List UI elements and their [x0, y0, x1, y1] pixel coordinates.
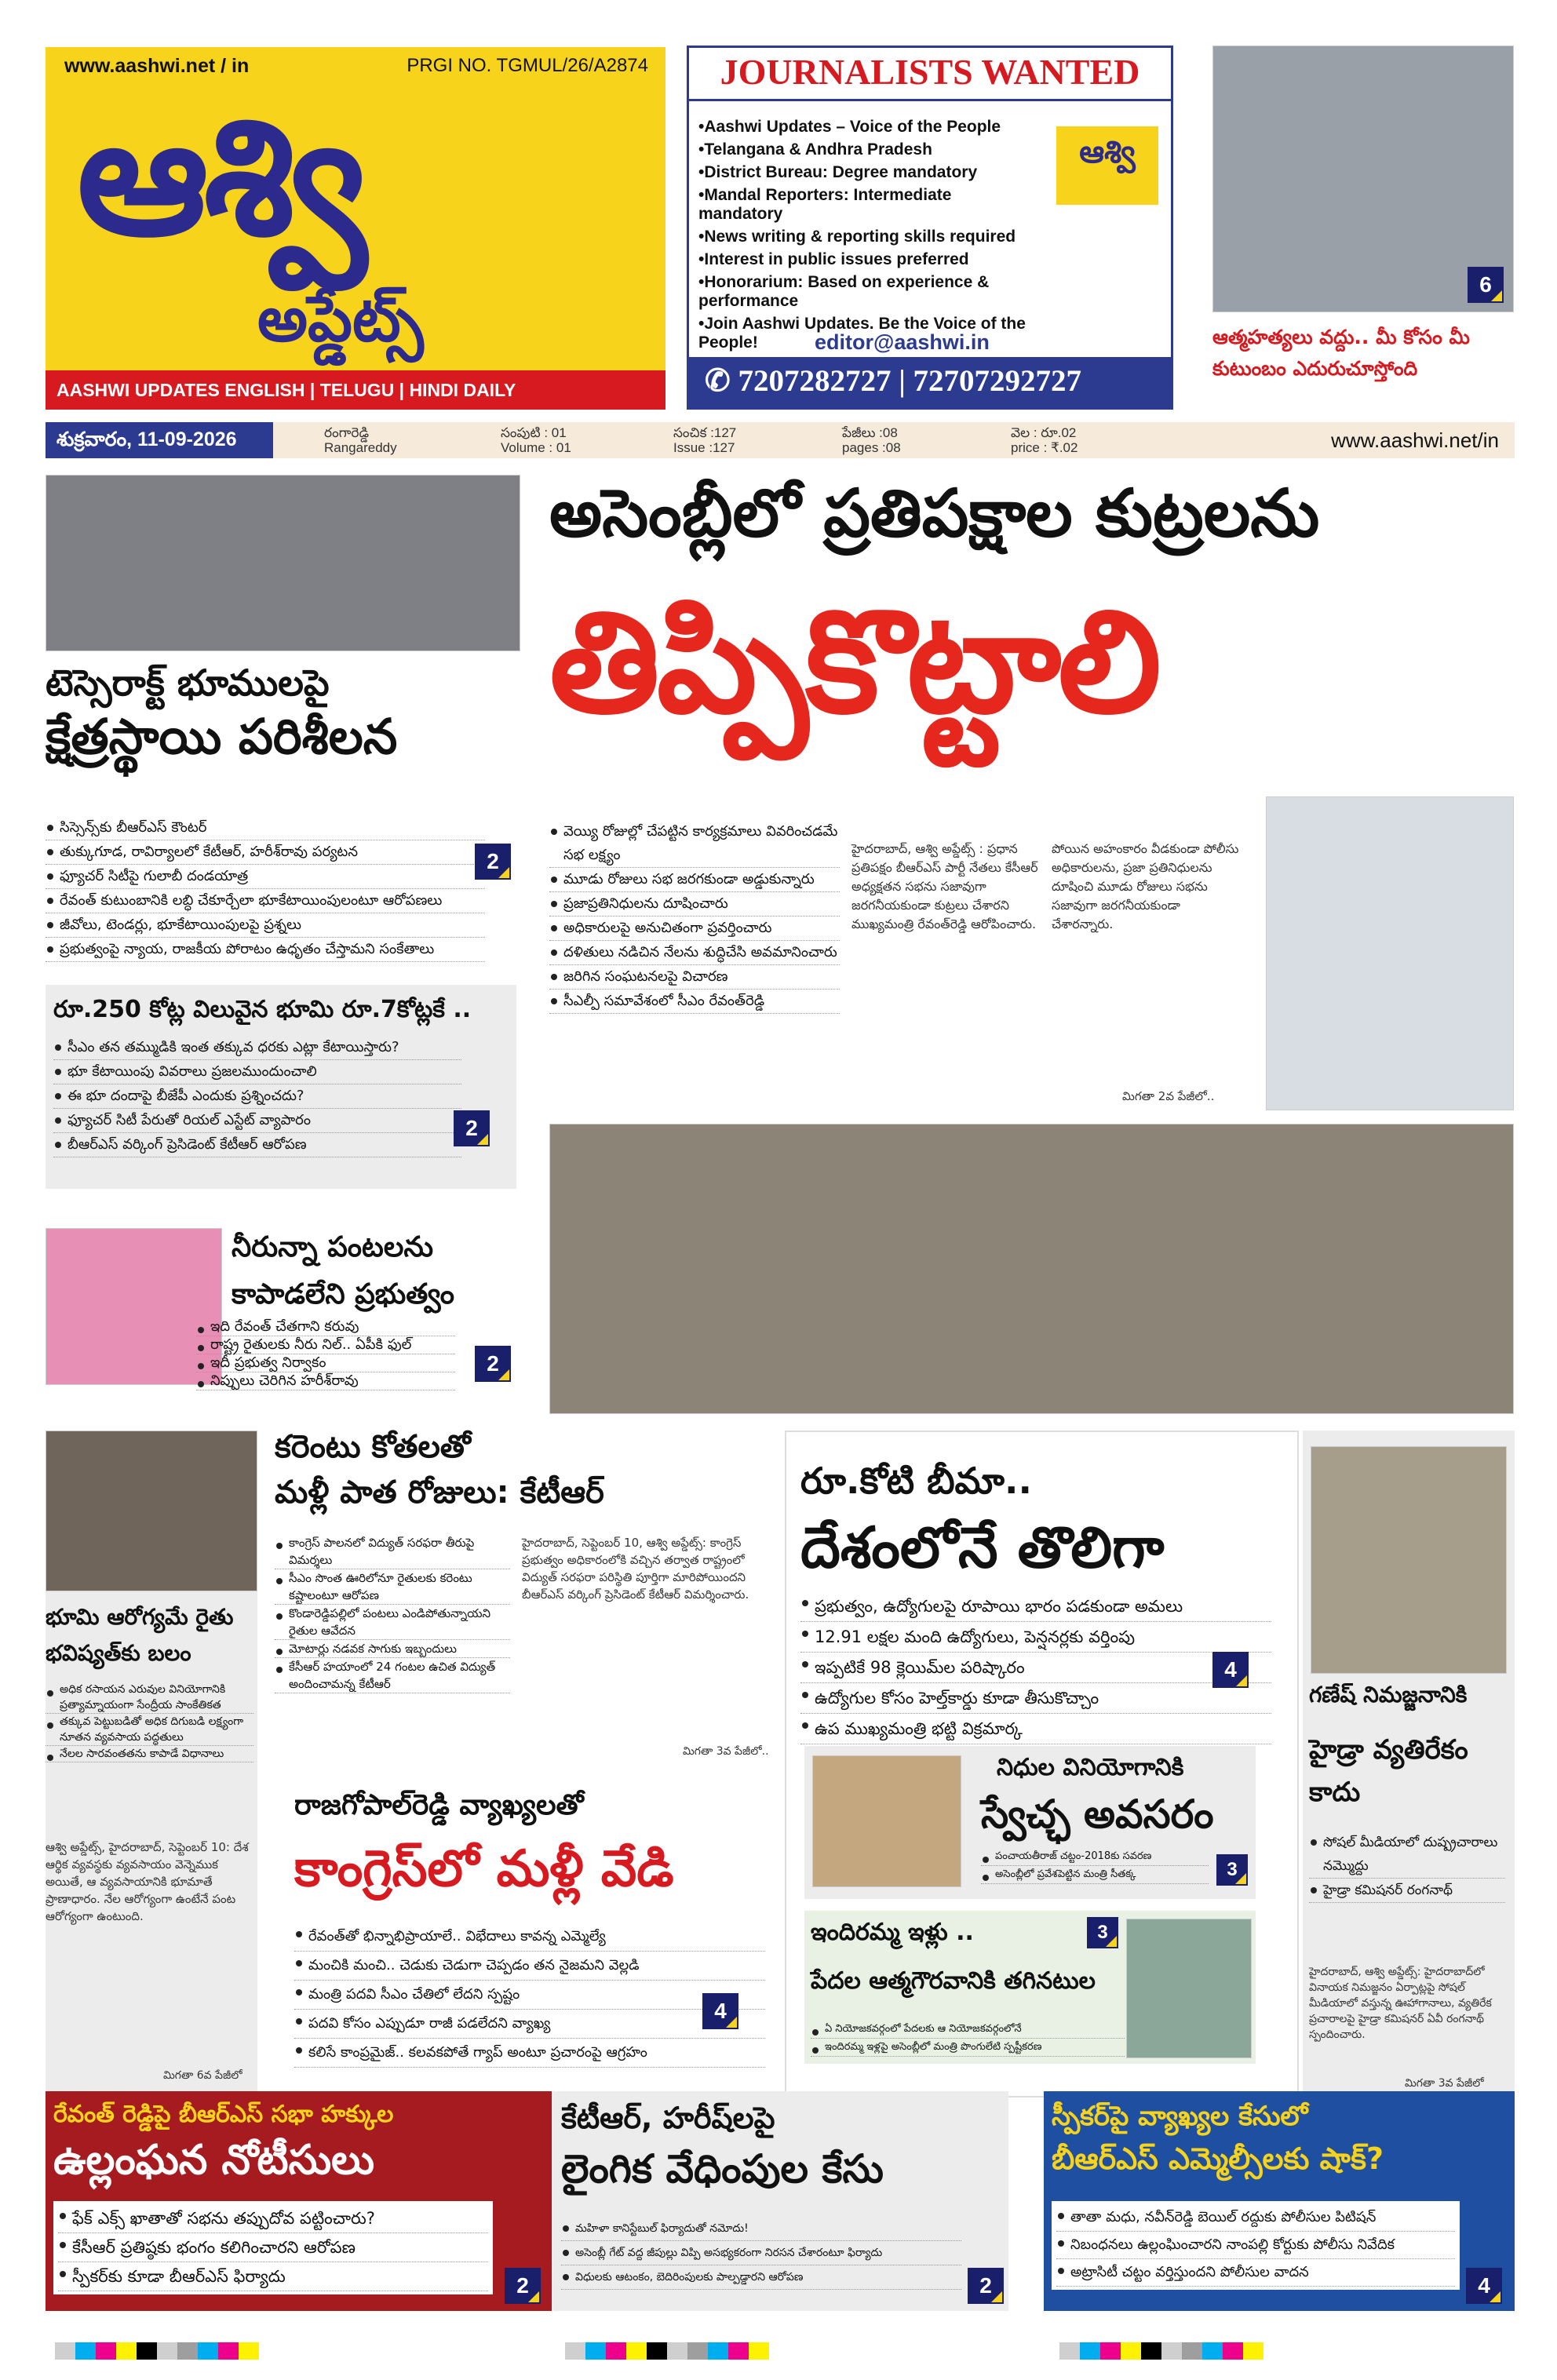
ktr-continue[interactable]: మిగతా 3వ పేజీలో.. [683, 1745, 769, 1758]
page-badge[interactable]: 2 [505, 2268, 541, 2304]
mid-left-box [46, 1431, 257, 2098]
list-item: ఇది రేవంత్ చేతగాని కరువు [196, 1318, 455, 1336]
page-badge[interactable]: 4 [702, 1993, 738, 2029]
hydra-bullets [1309, 1831, 1505, 1903]
ad-item: • Aashwi Updates – Voice of the People [698, 118, 1028, 137]
ad-email[interactable]: editor@aashwi.in [815, 330, 990, 354]
list-item: రాష్ట్ర రైతులకు నీరు నిల్.. ఏపీకి ఫుల్ [196, 1336, 455, 1354]
protest-photo [46, 475, 520, 651]
list-item: ఇదీ ప్రభుత్వ నిర్వాకం [196, 1354, 455, 1372]
bottom2-bullets [561, 2217, 961, 2290]
rajgopal-title-1[interactable]: రాజగోపాల్‌రెడ్డి వ్యాఖ్యలతో [294, 1789, 584, 1821]
place: రంగారెడ్డి Rangareddy [324, 425, 397, 455]
rajgopal-bullets [294, 1923, 765, 2068]
list-item: ప్రజాప్రతినిధులను దూషించారు [549, 892, 840, 917]
page-badge[interactable]: 4 [1212, 1652, 1249, 1688]
price: వెల : రూ.02 price : ₹.02 [1011, 425, 1078, 455]
list-item: సోషల్ మీడియాలో దుష్ప్రచారాలు నమ్మొద్దు [1309, 1831, 1505, 1879]
pongulet-photo [1126, 1919, 1252, 2058]
list-item: జీవోలు, టెండర్లు, భూకేటాయింపులపై ప్రశ్నలు [46, 913, 485, 938]
seethakka-bullets [981, 1848, 1209, 1884]
list-item: బీఆర్ఎస్ వర్కింగ్ ప్రెసిడెంట్ కేటీఆర్ ఆరోపణ [53, 1133, 461, 1157]
volume: సంపుటి : 01 Volume : 01 [501, 425, 571, 455]
list-item: ఏ నియోజకవర్గంలో పేదలకు ఆ నియోజకవర్గంలోనే [811, 2021, 1125, 2039]
page-badge[interactable]: 6 [1468, 267, 1504, 303]
page-badge[interactable]: 2 [475, 844, 511, 880]
issue-date: శుక్రవారం, 11-09-2026 [46, 422, 273, 458]
ad-item: • Interest in public issues preferred [698, 250, 1028, 269]
seethakka-title-2[interactable]: స్వేచ్ఛ అవసరం [981, 1791, 1214, 1837]
list-item: కేసీఆర్ హయాంలో 24 గంటల ఉచిత విద్యుత్ అందించామన్న కేటీఆర్ [275, 1658, 510, 1693]
list-item: రేవంత్‌తో భిన్నాభిప్రాయాలే.. విభేదాలు కావన్న ఎమ్మెల్యే [294, 1923, 765, 1952]
indiramma-bullets [811, 2021, 1125, 2057]
list-item: మూడు రోజులు సభ జరగకుండా అడ్డుకున్నారు [549, 868, 840, 892]
mid-left-body: ఆశ్వి అప్డేట్స్, హైదరాబాద్, సెప్టెంబర్ 10: దేశ ఆర్థిక వ్యవస్థకు వ్యవసాయం వెన్నెముక అయితే, ఆ వ్యవసాయానికి భూమాతే ప్రాణాధారం. నేల ఆరోగ్యంగా ఉంటేనే పంట ఆరోగ్యంగా ఉంటుంది. [46, 1840, 249, 1923]
list-item: స్పీకర్‌కు కూడా బీఆర్ఎస్ ఫిర్యాదు [58, 2262, 488, 2291]
logo-main: ఆశ్వి [77, 80, 363, 272]
list-item: కలిసే కాంప్రమైజ్.. కలవకపోతే గ్యాప్ అంటూ ప్రచారంపై ఆగ్రహం [294, 2039, 765, 2068]
color-registration-strip [1059, 2342, 1263, 2360]
page-badge[interactable]: 3 [1216, 1854, 1248, 1886]
bottom-story-1 [46, 2091, 552, 2311]
list-item: నిప్పులు చెరిగిన హరీశ్‌రావు [196, 1372, 455, 1390]
masthead-strip: AASHWI UPDATES ENGLISH | TELUGU | HINDI DAILY [46, 370, 665, 410]
lead-continue[interactable]: మిగతా 2వ పేజీలో.. [1122, 1089, 1215, 1103]
ad-mini-logo: ఆశ్వి [1056, 126, 1158, 205]
list-item: ప్రభుత్వం, ఉద్యోగులపై రూపాయి భారం పడకుండా అమలు [800, 1591, 1271, 1622]
list-item: ఫ్యూచర్ సిటీ పేరుతో రియల్ ఎస్టేట్ వ్యాపారం [53, 1109, 461, 1133]
list-item: పదవి కోసం ఎప్పుడూ రాజీ పడలేదని వ్యాఖ్య [294, 2010, 765, 2039]
list-item: అసెంబ్లీ గేట్ వద్ద జీపుల్లు విప్పి అసభ్యకరంగా నిరసన చేశారంటూ ఫిర్యాదు [561, 2241, 961, 2265]
ad-item: • Telangana & Andhra Pradesh [698, 140, 1028, 159]
list-item: ఈ భూ దందాపై బీజేపీ ఎందుకు ప్రశ్నించదు? [53, 1084, 461, 1109]
left2-box [46, 985, 516, 1189]
seethakka-box [804, 1746, 1256, 1899]
list-item: ప్రభుత్వంపై న్యాయ, రాజకీయ పోరాటం ఉధృతం చేస్తామని సంకేతాలు [46, 938, 485, 962]
list-item: అసెంబ్లీలో ప్రవేశపెట్టిన మంత్రి సీతక్క [981, 1866, 1209, 1884]
hydra-title-2[interactable]: హైడ్రా వ్యతిరేకం కాదు [1309, 1734, 1468, 1808]
bottom1-title-2[interactable]: ఉల్లంఘన నోటీసులు [53, 2137, 374, 2184]
list-item: కేసీఆర్ ప్రతిష్ఠకు భంగం కలిగించారని ఆరోపణ [58, 2233, 488, 2262]
lead-headline-line1[interactable]: అసెంబ్లీలో ప్రతిపక్షాల కుట్రలను [549, 475, 1320, 552]
indiramma-title-1[interactable]: ఇందిరమ్మ ఇళ్లు .. [811, 1919, 974, 1946]
rajgopal-title-2[interactable]: కాంగ్రెస్‌లో మళ్లీ వేడి [294, 1840, 674, 1898]
color-registration-strip [565, 2342, 769, 2360]
hydra-body: హైదరాబాద్, ఆశ్వి అప్డేట్స్: హైదరాబాద్‌లో వినాయక నిమజ్జనం ఏర్పాట్లపై సోషల్ మీడియాలో వస్తున్న ఊహాగానాలు, వ్యతిరేక ప్రచారాలపై హైడ్రా కమిషనర్ ఏవీ రంగనాథ్ స్పందించారు. [1309, 1966, 1492, 2041]
bima-title-1[interactable]: రూ.కోటి బీమా.. [800, 1460, 1032, 1502]
left1-title[interactable]: టెస్సెరాక్ట్ భూములపై క్షేత్రస్థాయి పరిశీలన [46, 662, 398, 765]
list-item: ఇప్పటికే 98 క్లెయిమ్‌ల పరిష్కారం [800, 1653, 1271, 1683]
ktr-title[interactable]: కరెంటు కోతలతో మళ్లీ పాత రోజులు: కేటీఆర్ [275, 1429, 604, 1511]
list-item: రేవంత్ కుటుంబానికి లబ్ధి చేకూర్చేలా భూకేటాయింపులంటూ ఆరోపణలు [46, 889, 485, 913]
info-bar [46, 422, 1515, 458]
list-item: అధికారులపై అనుచితంగా ప్రవర్తించారు [549, 917, 840, 941]
cabinet-meeting-photo [549, 1124, 1514, 1414]
mid-left-title[interactable]: భూమి ఆరోగ్యమే రైతు భవిష్యత్‌కు బలం [46, 1604, 234, 1666]
list-item: విధులకు ఆటంకం, బెదిరింపులకు పాల్పడ్డారని ఆరోపణ [561, 2265, 961, 2290]
pages: పేజీలు :08 pages :08 [842, 425, 901, 455]
list-item: ఉద్యోగుల కోసం హెల్త్‌కార్డు కూడా తీసుకొచ్చాం [800, 1683, 1271, 1714]
list-item: 12.91 లక్షల మంది ఉద్యోగులు, పెన్షనర్లకు వర్తింపు [800, 1622, 1271, 1653]
phone-icon: ✆ [705, 364, 738, 398]
list-item: దళితులు నడిచిన నేలను శుద్ధిచేసి అవమానించారు [549, 941, 840, 965]
list-item: మోటార్లు నడవక సాగుకు ఇబ్బందులు [275, 1640, 510, 1658]
lead-body-col1: హైదరాబాద్, ఆశ్వి అప్డేట్స్ : ప్రధాన ప్రతిపక్షం బీఆర్ఎస్ పార్టీ నేతలు కేసీఆర్ అధ్యక్షతన సభను సజావుగా జరగనీయకుండా కుట్రలు చేశారని ముఖ్యమంత్రి రేవంత్‌రెడ్డి ఆరోపించారు. [851, 841, 1038, 931]
bottom3-title-1[interactable]: స్పీకర్‌పై వ్యాఖ్యల కేసులో [1052, 2101, 1308, 2132]
list-item: కొండారెడ్డిపల్లిలో పంటలు ఎండిపోతున్నాయని రైతుల ఆవేదన [275, 1605, 510, 1640]
bottom2-title-1[interactable]: కేటీఆర్, హరీష్‌లపై [561, 2101, 775, 2135]
list-item: హైడ్రా కమిషనర్ రంగనాథ్ [1309, 1879, 1505, 1903]
ad-phones[interactable] [689, 357, 1171, 407]
farmers-photo [46, 1431, 257, 1591]
ad-item: • Honorarium: Based on experience & performance [698, 273, 1028, 311]
mid-left-bullets [46, 1682, 253, 1762]
list-item: మంత్రి పదవి సీఎం చేతిలో లేదని స్పష్టం [294, 1981, 765, 2010]
page-badge[interactable]: 4 [1466, 2268, 1502, 2304]
ktr-body: హైదరాబాద్, సెప్టెంబర్ 10, ఆశ్వి అప్డేట్స్: కాంగ్రెస్ ప్రభుత్వం అధికారంలోకి వచ్చిన తర్వాత రాష్ట్రంలో విద్యుత్ సరఫరా పరిస్థితి పూర్తిగా మారిపోయిందని బీఆర్ఎస్ వర్కింగ్ ప్రెసిడెంట్ కేటీఆర్ విమర్శించారు. [522, 1536, 749, 1602]
left1-bullets [46, 816, 485, 962]
bottom1-title-1[interactable]: రేవంత్ రెడ్డిపై బీఆర్ఎస్ సభా హక్కుల [53, 2101, 394, 2128]
left3-title[interactable]: నీరున్నా పంటలను కాపాడలేని ప్రభుత్వం [232, 1231, 455, 1310]
lead-headline-line2[interactable]: తిప్పికొట్టాలి [549, 581, 1158, 745]
ad-item: • District Bureau: Degree mandatory [698, 163, 1028, 182]
ad-title: JOURNALISTS WANTED [689, 48, 1171, 101]
top-right-caption[interactable]: ఆత్మహత్యలు వద్దు.. మీ కోసం మీ కుటుంబం ఎదురుచూస్తోంది [1212, 326, 1470, 380]
hydra-continue[interactable]: మిగతా 3వ పేజీలో [1405, 2077, 1484, 2090]
issue: సంచిక :127 Issue :127 [673, 425, 737, 455]
list-item: ఉప ముఖ్యమంత్రి భట్టి విక్రమార్క [800, 1714, 1271, 1744]
list-item: మహిళా కానిస్టేబుల్ ఫిర్యాదుతో నమోదు! [561, 2217, 961, 2241]
prgi-number: PRGI NO. TGMUL/26/A2874 [407, 55, 648, 76]
ad-item: • News writing & reporting skills required [698, 228, 1028, 246]
list-item: కాంగ్రెస్ పాలనలో విద్యుత్ సరఫరా తీరుపై విమర్శలు [275, 1534, 510, 1569]
hydra-box [1303, 1431, 1515, 2098]
list-item: నేలల సారవంతతను కాపాడే విధానాలు [46, 1746, 253, 1762]
ad-phone-numbers: 7207282727 | 72707292727 [738, 364, 1082, 398]
seethakka-title-1[interactable]: నిధుల వినియోగానికి [997, 1754, 1184, 1781]
list-item: అధిక రసాయన ఎరువుల వినియోగానికి ప్రత్యామ్నాయంగా సేంద్రీయ సాంకేతికత [46, 1682, 253, 1714]
site-link[interactable]: www.aashwi.net/in [1331, 428, 1499, 452]
ad-item: • Join Aashwi Updates. Be the Voice of the People! [698, 315, 1028, 352]
ktr-bullets [275, 1534, 510, 1693]
list-item: భూ కేటాయింపు వివరాలు ప్రజలముందుంచాలి [53, 1060, 461, 1084]
indiramma-title-2[interactable]: పేదల ఆత్మగౌరవానికి తగినటుల [811, 1967, 1096, 1995]
list-item: ఇందిరమ్మ ఇళ్లపై అసెంబ్లీలో మంత్రి పొంగులేటి స్పష్టీకరణ [811, 2039, 1125, 2057]
list-item: పంచాయతీరాజ్ చట్టం-2018కు సవరణ [981, 1848, 1209, 1866]
bottom-story-2 [553, 2091, 1008, 2311]
site-url[interactable]: www.aashwi.net / in [64, 55, 250, 77]
indiramma-box [804, 1911, 1256, 2064]
left3-bullets [196, 1318, 455, 1390]
hydra-title-1[interactable]: గణేష్ నిమజ్జనానికి [1309, 1682, 1468, 1708]
list-item: సీఎం సొంత ఊరిలోనూ రైతులకు కరెంటు కష్టాలంటూ ఆరోపణ [275, 1569, 510, 1605]
logo-sub: అప్డేట్స్ [257, 282, 424, 355]
list-item: జరిగిన సంఘటనలపై విచారణ [549, 965, 840, 990]
page-badge[interactable]: 2 [475, 1346, 511, 1382]
page-badge[interactable]: 2 [454, 1110, 490, 1146]
bima-title-2[interactable]: దేశంలోనే తొలిగా [800, 1514, 1165, 1580]
mid-left-continue[interactable]: మిగతా 6వ పేజీలో [163, 2069, 242, 2082]
journalists-wanted-ad [687, 46, 1173, 410]
list-item: తక్కువ పెట్టుబడితో అధిక దిగుబడి లక్ష్యంగా నూతన వ్యవసాయ పద్ధతులు [46, 1714, 253, 1746]
bottom1-bullets [53, 2201, 493, 2294]
masthead [46, 47, 665, 410]
color-registration-strip [55, 2342, 259, 2360]
bottom-story-3 [1044, 2091, 1515, 2311]
list-item: తాతా మధు, నవీన్‌రెడ్డి బెయిల్ రద్దుకు పోలీసుల పిటిషన్ [1056, 2204, 1455, 2232]
list-item: అట్రాసిటీ చట్టం వర్తిస్తుందని పోలీసుల వాదన [1056, 2259, 1455, 2287]
assembly-photo [1266, 796, 1514, 1110]
list-item: తుక్కుగూడ, రావిర్యాలలో కేటీఆర్, హరీశ్‌రావు పర్యటన [46, 840, 485, 865]
list-item: సీఎం తన తమ్ముడికి ఇంత తక్కువ ధరకు ఎట్లా కేటాయిస్తారు? [53, 1036, 461, 1060]
lead-body-col2: పోయిన అహంకారం వీడకుండా పోలీసు అధికారులను, ప్రజా ప్రతినిధులను దూషించి మూడు రోజులు సభను సజావుగా జరగనీయకుండా చేశారన్నారు. [1052, 841, 1239, 931]
list-item: ఫేక్ ఎక్స్ ఖాతాతో సభను తప్పుదోవ పట్టించారు? [58, 2204, 488, 2233]
bottom2-title-2[interactable]: లైంగిక వేధింపుల కేసు [561, 2146, 884, 2192]
page-badge[interactable]: 2 [968, 2268, 1004, 2304]
list-item: వెయ్యి రోజుల్లో చేపట్టిన కార్యక్రమాలు వివరించడమే సభ లక్ష్యం [549, 820, 840, 868]
bottom3-bullets [1052, 2201, 1460, 2290]
ad-item: • Mandal Reporters: Intermediate mandatory [698, 186, 1028, 224]
list-item: సీఎల్పీ సమావేశంలో సీఎం రేవంత్‌రెడ్డి [549, 990, 840, 1014]
lead-bullets [549, 820, 840, 1014]
ranganath-photo [1311, 1446, 1507, 1674]
list-item: సిస్సెన్స్‌కు బీఆర్ఎస్ కౌంటర్ [46, 816, 485, 840]
list-item: నిబంధనలు ఉల్లంఘించారని నాంపల్లి కోర్టుకు పోలీసు నివేదిక [1056, 2232, 1455, 2259]
seethakka-photo [812, 1755, 961, 1887]
bottom3-title-2[interactable]: బీఆర్ఎస్ ఎమ్మెల్సీలకు షాక్? [1052, 2141, 1384, 2176]
bima-bullets [800, 1591, 1271, 1744]
list-item: మంచికి మంచి.. చెడుకు చెడుగా చెప్పడం తన నైజమని వెల్లడి [294, 1952, 765, 1981]
left2-bullets [53, 1036, 461, 1157]
left2-title[interactable]: రూ.250 కోట్ల విలువైన భూమి రూ.7కోట్లకే .. [53, 996, 472, 1023]
page-badge[interactable]: 3 [1087, 1917, 1118, 1948]
list-item: ఫ్యూచర్ సిటీపై గులాబీ దండయాత్ర [46, 865, 485, 889]
ad-list [698, 114, 1028, 356]
